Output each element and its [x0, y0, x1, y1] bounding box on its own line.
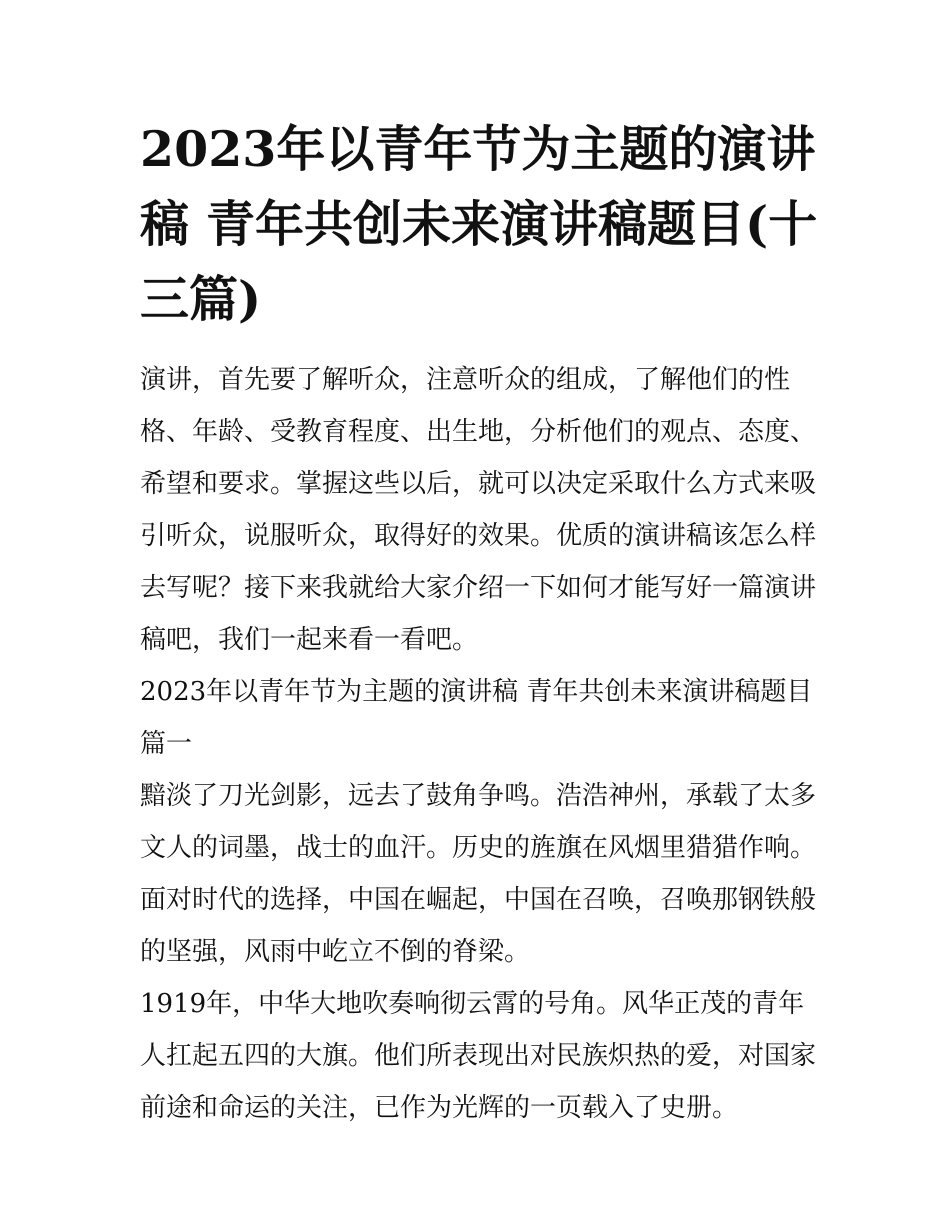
section-heading: 2023年以青年节为主题的演讲稿 青年共创未来演讲稿题目篇一	[140, 677, 813, 759]
document-body	[140, 354, 830, 1134]
intro-paragraph: 演讲，首先要了解听众，注意听众的组成，了解他们的性格、年龄、受教育程度、出生地，分析他们的观点、态度、希望和要求。掌握这些以后，就可以决定采取什么方式来吸引听众，说服听众，取得好的效果。优质的演讲稿该怎么样去写呢？接下来我就给大家介绍一下如何才能写好一篇演讲稿吧，我们一起来看一看吧。	[140, 365, 817, 655]
document-title: 2023年以青年节为主题的演讲稿 青年共创未来演讲稿题目(十三篇)	[140, 120, 818, 328]
body-paragraph: 1919年，中华大地吹奏响彻云霄的号角。风华正茂的青年人扛起五四的大旗。他们所表现出对民族炽热的爱，对国家前途和命运的关注，已作为光辉的一页载入了史册。	[140, 989, 817, 1123]
body-paragraph: 黯淡了刀光剑影，远去了鼓角争鸣。浩浩神州，承载了太多文人的词墨，战士的血汗。历史的旌旗在风烟里猎猎作响。面对时代的选择，中国在崛起，中国在召唤，召唤那钢铁般的坚强，风雨中屹立不倒的脊梁。	[140, 781, 817, 967]
